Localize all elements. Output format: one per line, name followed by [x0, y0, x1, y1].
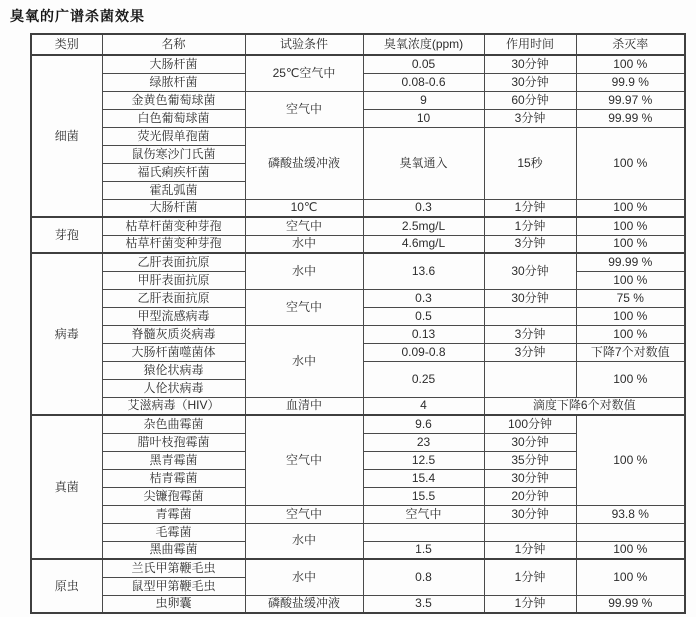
table-cell: 绿脓杆菌 — [102, 73, 245, 91]
table-cell — [484, 361, 576, 397]
table-cell: 100 % — [576, 55, 685, 73]
table-cell: 杂色曲霉菌 — [102, 415, 245, 433]
table-cell: 9 — [363, 91, 484, 109]
table-cell: 100 % — [576, 325, 685, 343]
header-action-time: 作用时间 — [484, 34, 576, 55]
table-cell: 艾滋病毒（HIV） — [102, 397, 245, 415]
table-cell: 水中 — [245, 253, 363, 289]
table-cell: 99.99 % — [576, 253, 685, 271]
category-cell: 细菌 — [31, 55, 102, 217]
table-cell: 0.05 — [363, 55, 484, 73]
table-cell: 0.8 — [363, 559, 484, 595]
table-cell: 下降7个对数值 — [576, 343, 685, 361]
table-row — [31, 325, 685, 343]
table-cell: 20分钟 — [484, 487, 576, 505]
table-cell: 脊髓灰质炎病毒 — [102, 325, 245, 343]
table-cell: 水中 — [245, 325, 363, 397]
table-cell: 霍乱弧菌 — [102, 181, 245, 199]
table-cell: 甲肝表面抗原 — [102, 271, 245, 289]
table-cell: 25℃空气中 — [245, 55, 363, 91]
table-cell: 15秒 — [484, 127, 576, 199]
table-cell: 30分钟 — [484, 433, 576, 451]
table-cell: 99.97 % — [576, 91, 685, 109]
table-cell: 100分钟 — [484, 415, 576, 433]
table-row — [31, 415, 685, 433]
table-cell: 15.4 — [363, 469, 484, 487]
table-cell: 人伦状病毒 — [102, 379, 245, 397]
category-cell: 真菌 — [31, 415, 102, 559]
table-cell: 磷酸盐缓冲液 — [245, 127, 363, 199]
table-row — [31, 523, 685, 541]
table-cell: 金黄色葡萄球菌 — [102, 91, 245, 109]
table-cell: 100 % — [576, 361, 685, 397]
table-cell: 臭氧通入 — [363, 127, 484, 199]
table-cell: 1分钟 — [484, 217, 576, 235]
table-cell: 3分钟 — [484, 109, 576, 127]
table-cell — [484, 307, 576, 325]
table-cell: 青霉菌 — [102, 505, 245, 523]
table-cell: 1分钟 — [484, 541, 576, 559]
table-cell: 乙肝表面抗原 — [102, 289, 245, 307]
table-row — [31, 217, 685, 235]
table-cell: 13.6 — [363, 253, 484, 289]
table-header — [31, 34, 685, 55]
table-row — [31, 505, 685, 523]
table-cell: 空气中 — [245, 289, 363, 325]
table-cell: 空气中 — [245, 415, 363, 505]
sterilization-effect-table — [30, 33, 686, 614]
header-row — [31, 34, 685, 55]
table-cell: 1分钟 — [484, 199, 576, 217]
table-cell: 黑曲霉菌 — [102, 541, 245, 559]
header-test-condition: 试验条件 — [245, 34, 363, 55]
table-row — [31, 595, 685, 613]
table-cell: 99.99 % — [576, 109, 685, 127]
table-cell: 尖镰孢霉菌 — [102, 487, 245, 505]
table-cell: 空气中 — [363, 505, 484, 523]
table-cell: 30分钟 — [484, 55, 576, 73]
table-cell: 鼠型甲第鞭毛虫 — [102, 577, 245, 595]
table-cell: 23 — [363, 433, 484, 451]
table-cell: 93.8 % — [576, 505, 685, 523]
table-cell: 99.9 % — [576, 73, 685, 91]
table-cell: 0.13 — [363, 325, 484, 343]
table-cell: 3.5 — [363, 595, 484, 613]
table-cell: 乙肝表面抗原 — [102, 253, 245, 271]
table-cell — [576, 523, 685, 541]
table-row — [31, 289, 685, 307]
table-cell: 水中 — [245, 559, 363, 595]
table-cell: 100 % — [576, 199, 685, 217]
table-cell: 空气中 — [245, 217, 363, 235]
table-cell: 9.6 — [363, 415, 484, 433]
table-cell: 3分钟 — [484, 325, 576, 343]
table-cell: 虫卵囊 — [102, 595, 245, 613]
table-cell: 毛霉菌 — [102, 523, 245, 541]
table-cell: 100 % — [576, 415, 685, 505]
table-cell: 100 % — [576, 235, 685, 253]
table-cell: 荧光假单孢菌 — [102, 127, 245, 145]
table-cell: 30分钟 — [484, 469, 576, 487]
header-name: 名称 — [102, 34, 245, 55]
table-cell: 甲型流感病毒 — [102, 307, 245, 325]
table-cell: 白色葡萄球菌 — [102, 109, 245, 127]
table-cell: 枯草杆菌变种芽孢 — [102, 235, 245, 253]
table-cell: 1分钟 — [484, 595, 576, 613]
table-row — [31, 91, 685, 109]
table-cell: 100 % — [576, 271, 685, 289]
table-cell: 4 — [363, 397, 484, 415]
table-cell: 35分钟 — [484, 451, 576, 469]
table-cell: 滴度下降6个对数值 — [484, 397, 685, 415]
table-cell: 猿伦状病毒 — [102, 361, 245, 379]
table-cell: 1分钟 — [484, 559, 576, 595]
table-cell: 99.99 % — [576, 595, 685, 613]
table-cell: 水中 — [245, 523, 363, 559]
table-cell: 0.25 — [363, 361, 484, 397]
table-cell — [363, 523, 484, 541]
category-cell: 原虫 — [31, 559, 102, 613]
table-row — [31, 235, 685, 253]
table-cell: 100 % — [576, 559, 685, 595]
table-cell: 3分钟 — [484, 343, 576, 361]
table-cell: 100 % — [576, 541, 685, 559]
table-cell: 15.5 — [363, 487, 484, 505]
table-cell: 空气中 — [245, 505, 363, 523]
table-cell: 3分钟 — [484, 235, 576, 253]
table-cell: 0.5 — [363, 307, 484, 325]
table-cell: 水中 — [245, 235, 363, 253]
table-cell: 黑青霉菌 — [102, 451, 245, 469]
table-cell: 10 — [363, 109, 484, 127]
table-cell: 75 % — [576, 289, 685, 307]
table-cell: 60分钟 — [484, 91, 576, 109]
table-cell: 枯草杆菌变种芽孢 — [102, 217, 245, 235]
table-cell: 0.3 — [363, 199, 484, 217]
table-row — [31, 397, 685, 415]
table-cell — [484, 523, 576, 541]
table-row — [31, 55, 685, 73]
table-cell: 4.6mg/L — [363, 235, 484, 253]
table-row — [31, 199, 685, 217]
table-cell: 2.5mg/L — [363, 217, 484, 235]
table-cell: 30分钟 — [484, 253, 576, 289]
table-cell: 腊叶枝孢霉菌 — [102, 433, 245, 451]
header-ozone-concentration: 臭氧浓度(ppm) — [363, 34, 484, 55]
category-cell: 芽孢 — [31, 217, 102, 253]
table-cell: 桔青霉菌 — [102, 469, 245, 487]
table-cell: 兰氏甲第鞭毛虫 — [102, 559, 245, 577]
table-cell: 0.08-0.6 — [363, 73, 484, 91]
table-cell: 100 % — [576, 307, 685, 325]
table-cell: 血清中 — [245, 397, 363, 415]
table-cell: 30分钟 — [484, 505, 576, 523]
table-row — [31, 127, 685, 145]
table-cell: 1.5 — [363, 541, 484, 559]
table-cell: 0.3 — [363, 289, 484, 307]
table-cell: 福氏痢疾杆菌 — [102, 163, 245, 181]
table-body — [31, 55, 685, 613]
header-category: 类别 — [31, 34, 102, 55]
table-cell: 大肠杆菌噬菌体 — [102, 343, 245, 361]
table-cell: 30分钟 — [484, 289, 576, 307]
table-cell: 磷酸盐缓冲液 — [245, 595, 363, 613]
header-kill-rate: 杀灭率 — [576, 34, 685, 55]
table-cell: 鼠伤寒沙门氏菌 — [102, 145, 245, 163]
table-cell: 100 % — [576, 217, 685, 235]
table-cell: 12.5 — [363, 451, 484, 469]
table-cell: 0.09-0.8 — [363, 343, 484, 361]
category-cell: 病毒 — [31, 253, 102, 415]
table-row — [31, 253, 685, 271]
table-cell: 100 % — [576, 127, 685, 199]
table-cell: 大肠杆菌 — [102, 199, 245, 217]
table-row — [31, 559, 685, 577]
table-cell: 大肠杆菌 — [102, 55, 245, 73]
table-cell: 30分钟 — [484, 73, 576, 91]
table-cell: 空气中 — [245, 91, 363, 127]
table-cell: 10℃ — [245, 199, 363, 217]
page-title: 臭氧的广谱杀菌效果 — [10, 8, 145, 24]
